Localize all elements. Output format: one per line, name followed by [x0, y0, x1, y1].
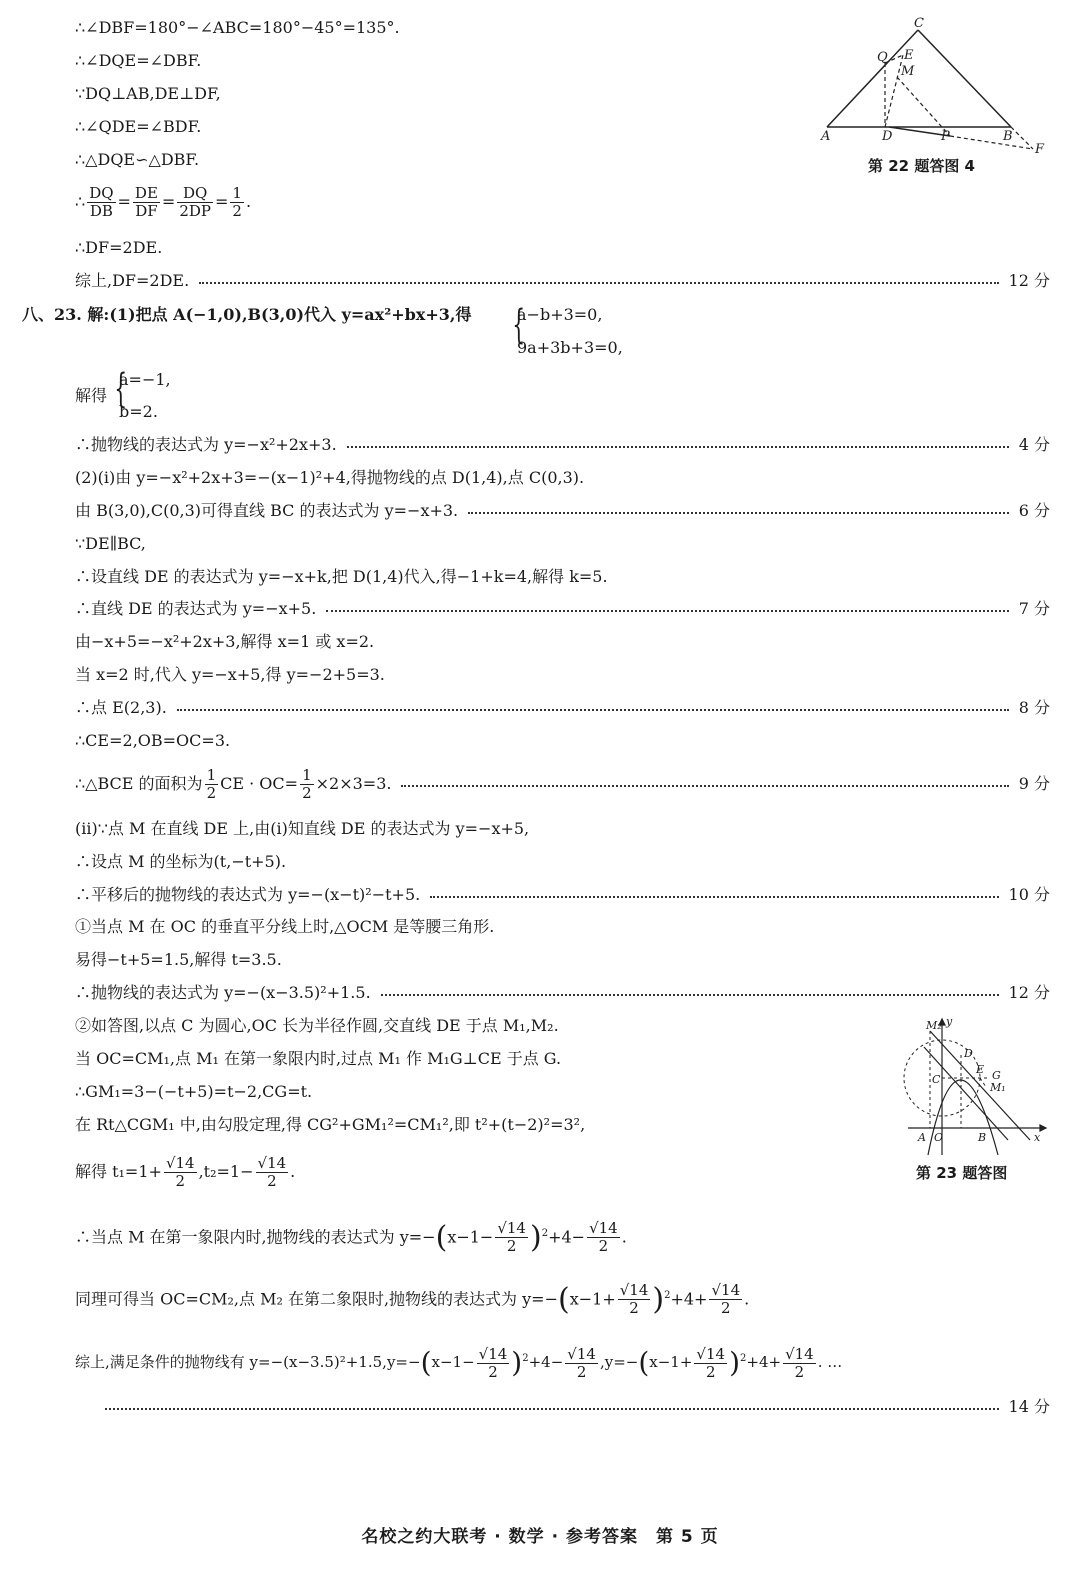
- proof-line: (2)(ⅰ)由 y=−x²+2x+3=−(x−1)²+4,得抛物线的点 D(1,4),点 C(0,3).: [75, 468, 585, 487]
- brace: {: [512, 302, 526, 348]
- proof-line: ∴DF=2DE.: [75, 238, 163, 257]
- label-o: O: [934, 1131, 944, 1144]
- label-m2: M₂: [926, 1019, 942, 1032]
- score-line: 由 B(3,0),C(0,3)可得直线 BC 的表达式为 y=−x+3. 6 分: [75, 501, 1050, 520]
- proof-line: ∴设直线 DE 的表达式为 y=−x+k,把 D(1,4)代入,得−1+k=4,解得 k=5.: [75, 567, 608, 586]
- proof-line: 当 x=2 时,代入 y=−x+5,得 y=−2+5=3.: [75, 665, 385, 684]
- expression-line: ∴当点 M 在第一象限内时,抛物线的表达式为 y=−(x−1− $\frac{√14}{2}$ )$^2$+4− $\frac{√14}{2}$ .: [75, 1219, 627, 1256]
- label-a: A: [821, 129, 831, 144]
- proof-line: ∵DQ⊥AB,DE⊥DF,: [75, 84, 221, 103]
- ratio-line: ∴ $\frac{DQ}{DB}$ = $\frac{DE}{DF}$ = $\frac{DQ}{2DP}$ = $\frac{1}{2}$ .: [75, 184, 252, 220]
- system-row: b=2.: [119, 402, 158, 421]
- label-e: E: [904, 48, 914, 63]
- proof-line: ∴设点 M 的坐标为(t,−t+5).: [75, 852, 287, 871]
- label-p: P: [941, 129, 950, 144]
- label-c: C: [914, 16, 924, 31]
- score-line: ∴点 E(2,3). 8 分: [75, 698, 1050, 717]
- label-m: M: [901, 64, 915, 79]
- side-bc: [918, 30, 1011, 127]
- proof-line: ∴CE=2,OB=OC=3.: [75, 731, 231, 750]
- label-m1: M₁: [990, 1081, 1006, 1094]
- system-row: 9a+3b+3=0,: [517, 338, 623, 357]
- system-row: a−b+3=0,: [517, 305, 603, 324]
- score-line: ∴平移后的抛物线的表达式为 y=−(x−t)²−t+5. 10 分: [75, 885, 1050, 904]
- brace: {: [114, 366, 128, 412]
- label-d: D: [882, 129, 893, 144]
- proof-line: ①当点 M 在 OC 的垂直平分线上时,△OCM 是等腰三角形.: [75, 917, 495, 936]
- label-q: Q: [877, 50, 888, 65]
- label-g: G: [992, 1069, 1001, 1082]
- proof-line: ∵DE∥BC,: [75, 534, 146, 553]
- segment-pf: [950, 136, 1033, 149]
- proof-line: ②如答图,以点 C 为圆心,OC 长为半径作圆,交直线 DE 于点 M₁,M₂.: [75, 1016, 559, 1035]
- score-line: ∴抛物线的表达式为 y=−x²+2x+3. 4 分: [75, 435, 1050, 454]
- label-e: E: [976, 1063, 985, 1076]
- figure-23-caption: 第 23 题答图: [916, 1164, 1008, 1182]
- score-line: ∴抛物线的表达式为 y=−(x−3.5)²+1.5. 12 分: [75, 983, 1050, 1002]
- label-a: A: [918, 1131, 926, 1144]
- proof-line: 由−x+5=−x²+2x+3,解得 x=1 或 x=2.: [75, 632, 375, 651]
- page-footer: 名校之约大联考 · 数学 · 参考答案 第 5 页: [361, 1527, 719, 1547]
- proof-line: ∴∠DQE=∠DBF.: [75, 51, 202, 70]
- label-d: D: [964, 1047, 973, 1060]
- score-line: 14 分: [105, 1396, 1050, 1418]
- system-row: a=−1,: [119, 370, 171, 389]
- proof-line: ∴△DQE∽△DBF.: [75, 150, 200, 169]
- figure-23: [898, 1015, 1053, 1160]
- proof-line: ∴GM₁=3−(−t+5)=t−2,CG=t.: [75, 1082, 313, 1101]
- proof-line: ∴∠QDE=∠BDF.: [75, 117, 202, 136]
- proof-line: (ⅱ)∵点 M 在直线 DE 上,由(ⅰ)知直线 DE 的表达式为 y=−x+5,: [75, 819, 530, 838]
- question-heading: 八、23. 解:(1)把点 A(−1,0),B(3,0)代入 y=ax²+bx+3,得: [22, 305, 472, 324]
- score-line: ∴直线 DE 的表达式为 y=−x+5. 7 分: [75, 599, 1050, 618]
- label-c: C: [932, 1073, 941, 1086]
- label-b: B: [978, 1131, 987, 1144]
- score-line: 综上,DF=2DE. 12 分: [75, 271, 1050, 290]
- solve-label: 解得: [75, 386, 108, 405]
- proof-line: ∴∠DBF=180°−∠ABC=180°−45°=135°.: [75, 18, 400, 37]
- line-de: [930, 1031, 1030, 1140]
- figure-22-caption: 第 22 题答图 4: [868, 157, 975, 175]
- solution-line: 解得 t₁=1+ $\frac{√14}{2}$ ,t₂=1− $\frac{√14}{2}$ .: [75, 1154, 296, 1190]
- summary-line: 综上,满足条件的抛物线有 y=−(x−3.5)²+1.5,y=−(x−1− $\frac{√14}{2}$ )$^2$+4− $\frac{√14}{2}$ ,y=−(x−1+ $\frac{√14}{2}$ )$^2$+4+ $\frac{√14}{2}$ . …: [75, 1344, 843, 1381]
- label-f: F: [1035, 142, 1045, 157]
- score-line: ∴△BCE 的面积为 $\frac{1}{2}$ CE · OC= $\frac{1}{2}$ ×2×3=3. 9 分: [75, 766, 1050, 802]
- proof-line: 在 Rt△CGM₁ 中,由勾股定理,得 CG²+GM₁²=CM₁²,即 t²+(t−2)²=3²,: [75, 1115, 586, 1134]
- proof-line: 当 OC=CM₁,点 M₁ 在第一象限内时,过点 M₁ 作 M₁G⊥CE 于点 G.: [75, 1049, 562, 1068]
- label-x: x: [1034, 1131, 1041, 1144]
- x-axis-arrow: [1040, 1125, 1046, 1131]
- expression-line: 同理可得当 OC=CM₂,点 M₂ 在第二象限时,抛物线的表达式为 y=−(x−1+ $\frac{√14}{2}$ )$^2$+4+ $\frac{√14}{2}$ .: [75, 1281, 750, 1318]
- label-y: y: [946, 1015, 953, 1028]
- proof-line: 易得−t+5=1.5,解得 t=3.5.: [75, 950, 282, 969]
- label-b: B: [1003, 129, 1013, 144]
- figure-22: [815, 15, 1055, 160]
